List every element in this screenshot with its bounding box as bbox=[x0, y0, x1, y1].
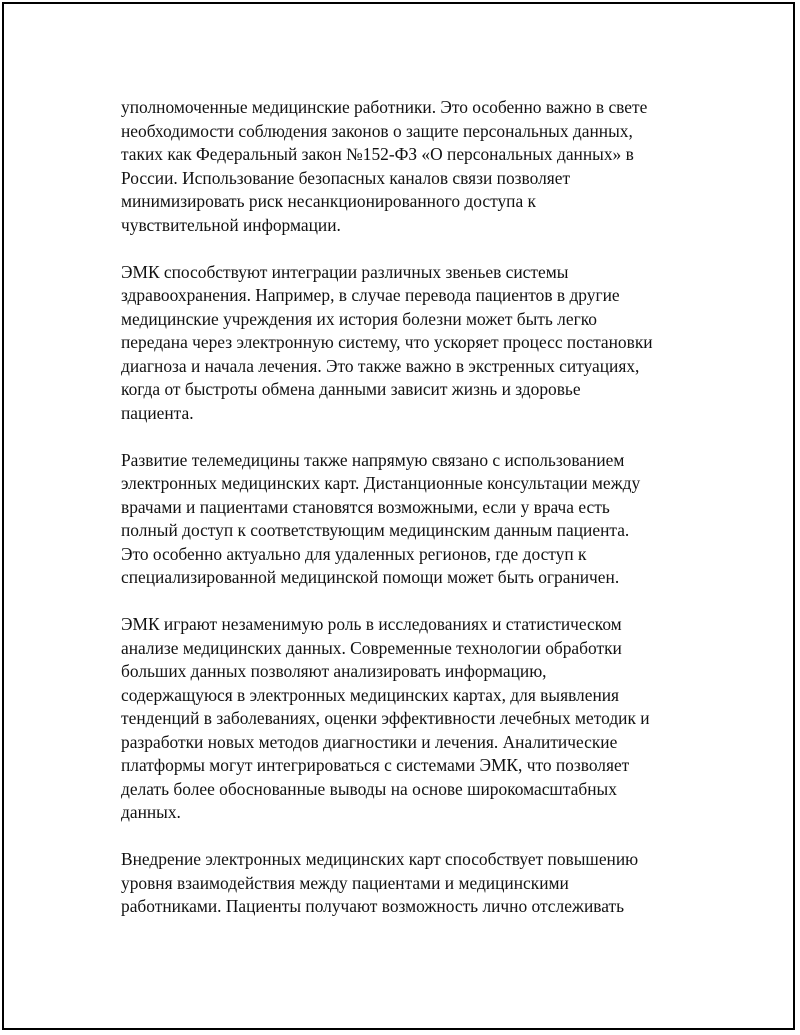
text-line: таких как Федеральный закон №152-ФЗ «О персональных данных» в bbox=[121, 144, 634, 164]
text-line: ЭМК способствуют интеграции различных звеньев системы bbox=[121, 261, 569, 282]
text-line: тенденций в заболеваниях, оценки эффективности лечебных методик и bbox=[121, 708, 650, 728]
text-line: уполномоченные медицинские работники. Это особенно важно в свете bbox=[121, 97, 648, 117]
paragraph-5 bbox=[121, 848, 691, 919]
text-line: электронных медицинских карт. Дистанционные консультации между bbox=[121, 473, 641, 493]
text-line: специализированной медицинской помощи может быть ограничен. bbox=[121, 567, 620, 587]
text-line: анализе медицинских данных. Современные технологии обработки bbox=[121, 637, 622, 658]
text-line: пациента. bbox=[121, 402, 194, 423]
text-line: здравоохранения. Например, в случае перевода пациентов в другие bbox=[121, 285, 620, 305]
document-body bbox=[121, 96, 691, 942]
paragraph-3 bbox=[121, 449, 691, 590]
text-line: уровня взаимодействия между пациентами и медицинскими bbox=[121, 872, 569, 893]
text-line: Внедрение электронных медицинских карт способствует повышению bbox=[121, 849, 639, 869]
page-frame bbox=[2, 2, 795, 1030]
text-line: работниками. Пациенты получают возможность лично отслеживать bbox=[121, 896, 625, 916]
paragraph-2 bbox=[121, 261, 691, 426]
text-line: медицинские учреждения их история болезни может быть легко bbox=[121, 308, 597, 329]
text-line: делать более обоснованные выводы на основе широкомасштабных bbox=[121, 778, 617, 799]
paragraph-4 bbox=[121, 613, 691, 825]
text-line: платформы могут интегрироваться с системами ЭМК, что позволяет bbox=[121, 755, 630, 775]
text-line: Развитие телемедицины также напрямую связано с использованием bbox=[121, 449, 625, 470]
text-line: чувствительной информации. bbox=[121, 214, 341, 235]
text-line: минимизировать риск несанкционированного доступа к bbox=[121, 191, 536, 211]
text-line: когда от быстроты обмена данными зависит жизнь и здоровье bbox=[121, 379, 581, 399]
text-line: передана через электронную систему, что ускоряет процесс постановки bbox=[121, 332, 653, 352]
text-line: содержащуюся в электронных медицинских картах, для выявления bbox=[121, 684, 620, 705]
paragraph-1 bbox=[121, 96, 691, 237]
text-line: больших данных позволяют анализировать информацию, bbox=[121, 661, 547, 681]
text-line: полный доступ к соответствующим медицинским данным пациента. bbox=[121, 520, 630, 540]
text-line: России. Использование безопасных каналов связи позволяет bbox=[121, 167, 571, 188]
text-line: Это особенно актуально для удаленных регионов, где доступ к bbox=[121, 543, 587, 564]
text-line: врачами и пациентами становятся возможными, если у врача есть bbox=[121, 496, 610, 517]
text-line: диагноза и начала лечения. Это также важно в экстренных ситуациях, bbox=[121, 355, 640, 376]
text-line: данных. bbox=[121, 802, 181, 822]
text-line: необходимости соблюдения законов о защите персональных данных, bbox=[121, 120, 633, 141]
text-line: разработки новых методов диагностики и лечения. Аналитические bbox=[121, 731, 618, 752]
text-line: ЭМК играют незаменимую роль в исследованиях и статистическом bbox=[121, 614, 622, 634]
